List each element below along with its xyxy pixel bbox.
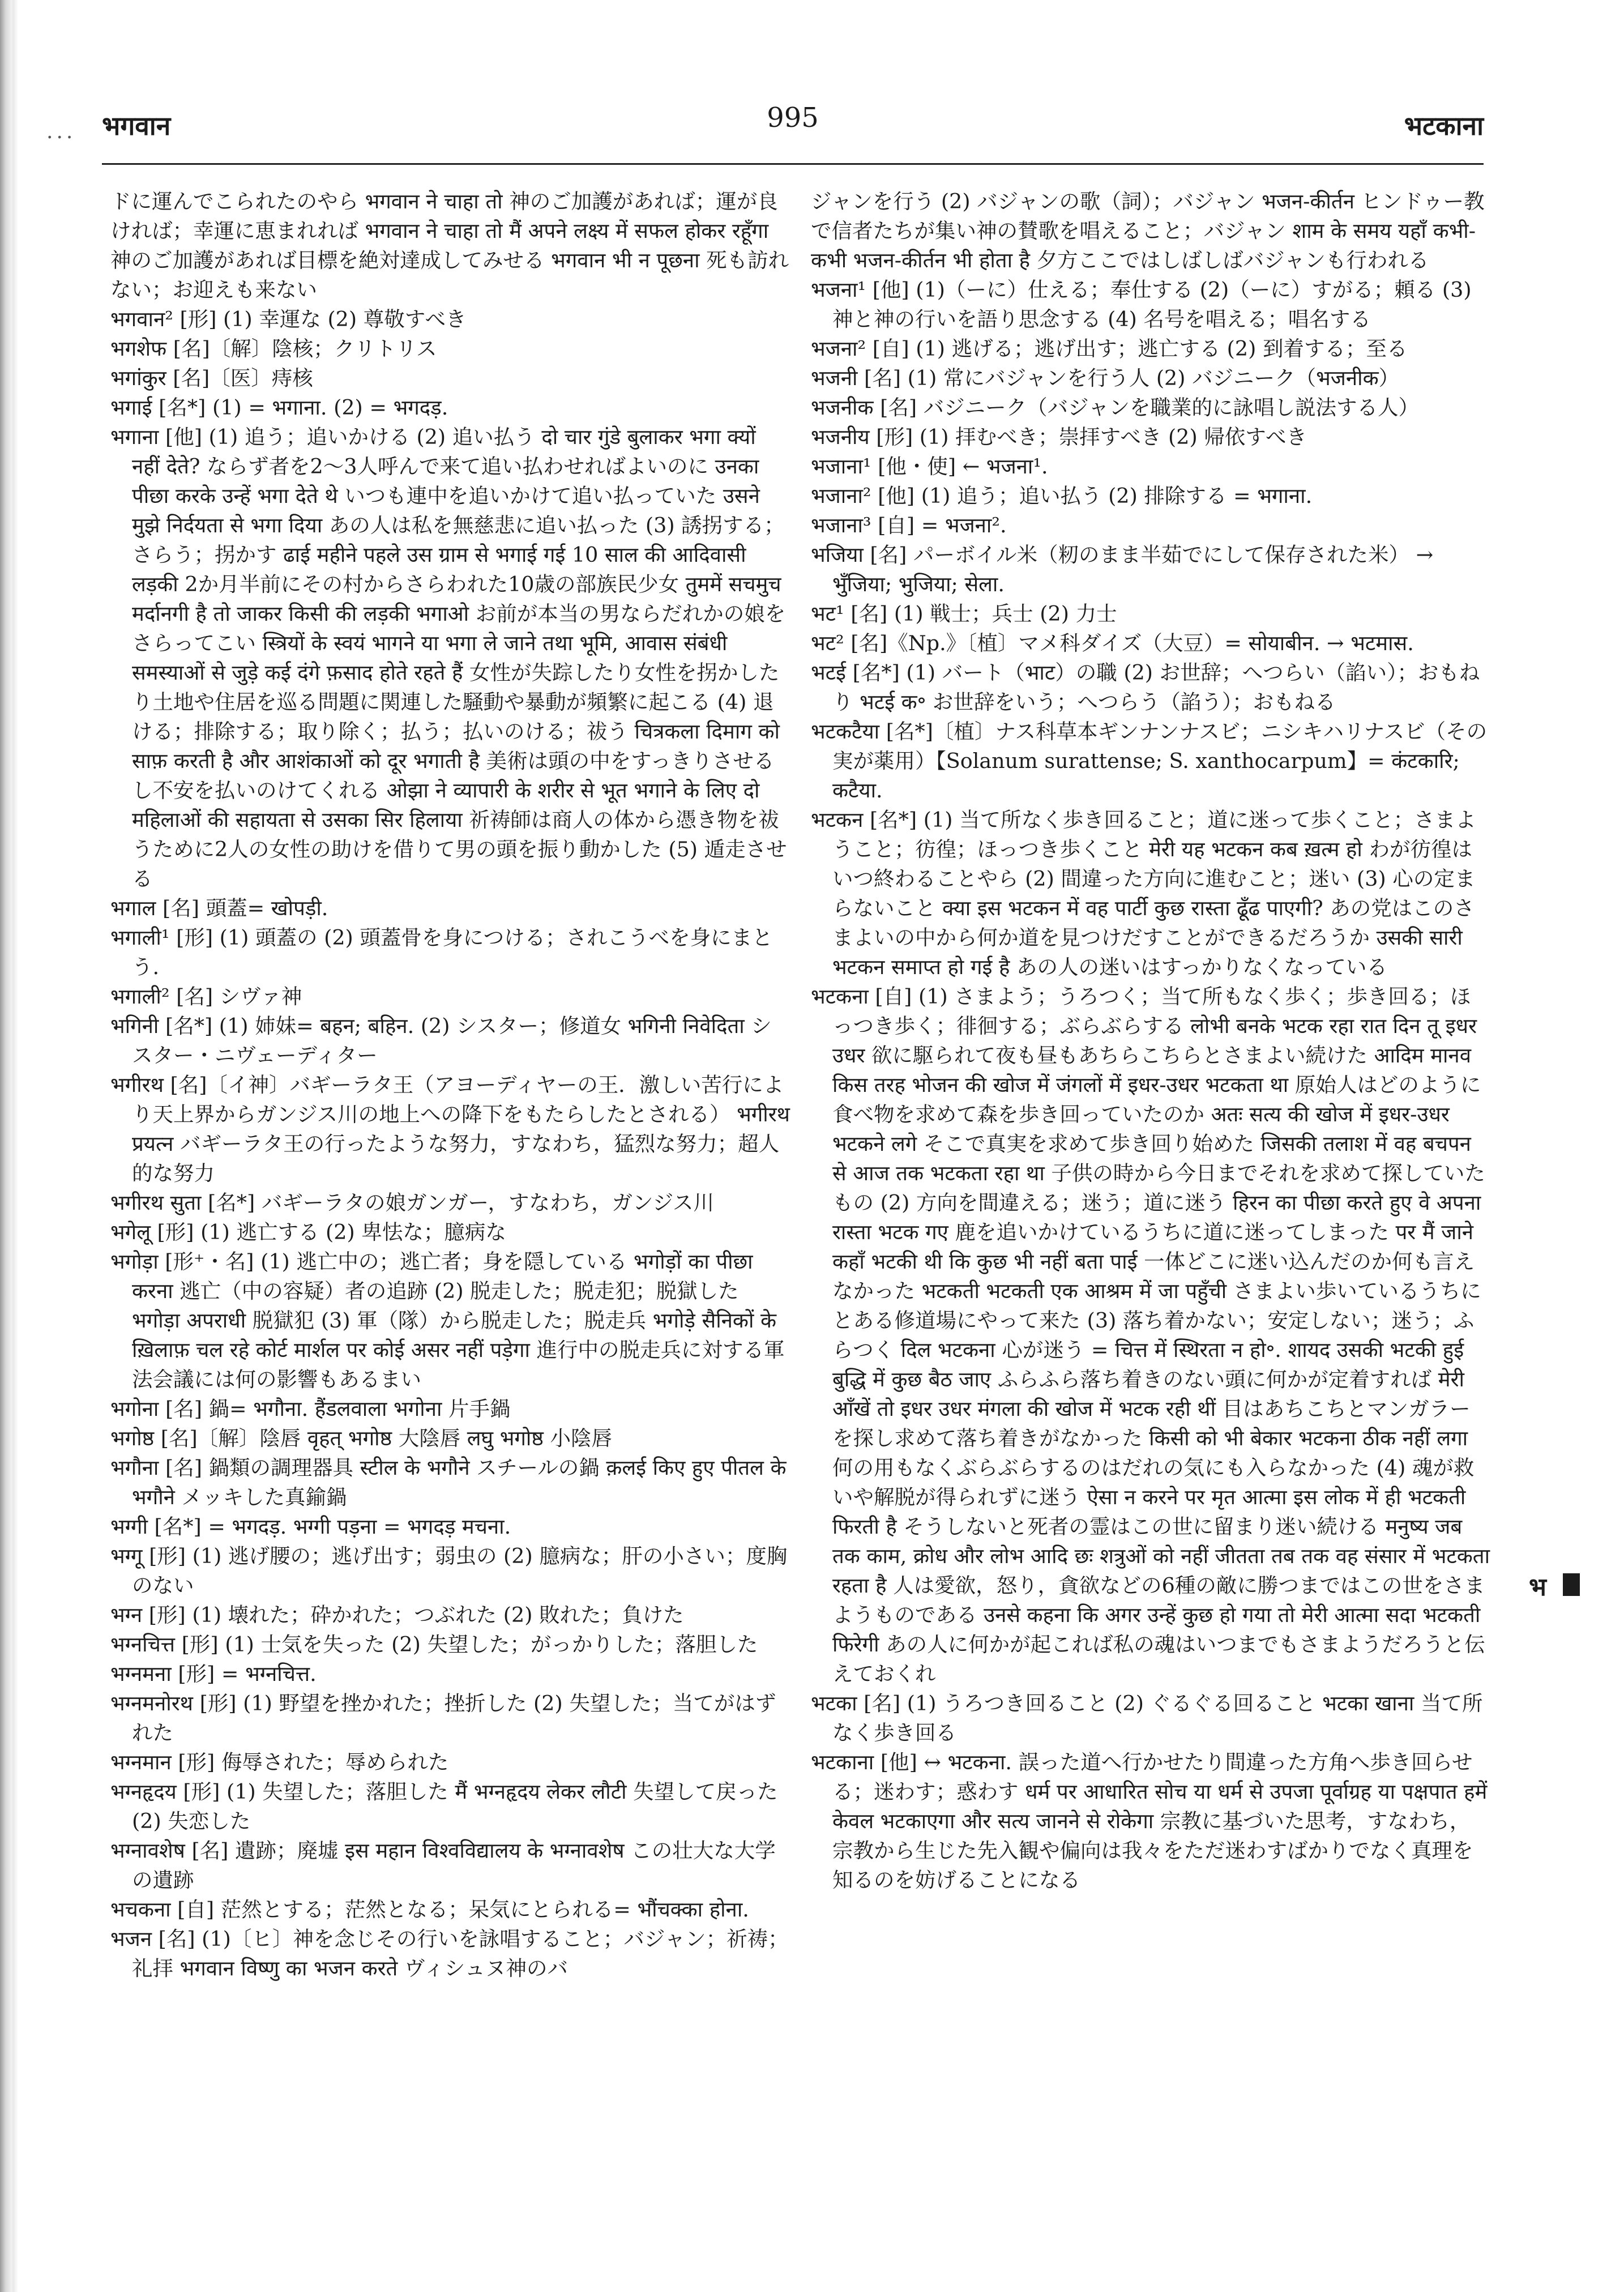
page-number: 995 (767, 102, 819, 134)
dictionary-entry: भजनीय [形] (1) 拝むべき；崇拝すべき (2) 帰依すべき (811, 425, 1307, 449)
scan-binding-shadow (12, 0, 18, 2292)
thumb-index-tab (1563, 1573, 1580, 1596)
dictionary-entry: भग्नहृदय [形] (1) 失望した；落胆した मैं भग्नहृदय लेकर लौटी 失望して戻った (2) 失恋した (110, 1779, 778, 1833)
dictionary-entry: भगोड़ा [形⁺・名] (1) 逃亡中の；逃亡者；身を隠している भगोड़ों का पीछा करना 逃亡（中の容疑）者の追跡 (2) 脱走した；脱走犯；脱獄した भगोड़ा अपराधी 脱獄犯 (3) 軍（隊）から脱走した；脱走兵 भगोड़े सैनिकों के ख़िलाफ़ चल रहे कोर्ट मार्शल पर कोई असर नहीं पड़ेगा 進行中の脱走兵に対する軍法会議には何の影響もあるまい (110, 1249, 785, 1392)
dictionary-entry: भगशेफ [名]〔解〕陰核；クリトリス (110, 336, 437, 361)
dictionary-entry: भगोना [名] 鍋= भगौना. हैंडलवाला भगोना 片手鍋 (110, 1397, 511, 1421)
dictionary-entry: भचकना [自] 茫然とする；茫然となる；呆気にとられる= भौंचक्का होना. (110, 1897, 749, 1922)
dictionary-entry: भग्नमान [形] 侮辱された；辱められた (110, 1750, 449, 1774)
dictionary-entry: ドに運んでこられたのやら भगवान ने चाहा तो 神のご加護があれば；運が良ければ；幸運に恵まれれば भगवान ने चाहा तो मैं अपने लक्ष्य में सफल होकर रहूँगा 神のご加護があれば目標を絶対達成してみせる भगवान भी न पूछना 死も訪れない；お迎えも来ない (110, 189, 789, 302)
dictionary-entry: भग्गू [形] (1) 逃げ腰の；逃げ出す；弱虫の (2) 臆病な；肝の小さい；度胸のない (110, 1544, 788, 1598)
dictionary-entry: भटकन [名*] (1) 当て所なく歩き回ること；道に迷って歩くこと；さまようこと；彷徨；ほっつき歩くこと मेरी यह भटकन कब ख़त्म हो わが彷徨はいつ終わることやら (2) 間違った方向に進むこと；迷い (3) 心の定まらないこと क्या इस भटकन में वह पार्टी कुछ रास्ता ढूँढ पाएगी? あの党はこのさまよいの中から何か道を見つけだすことができるだろうか उसकी सारी भटकन समाप्त हो गई है あの人の迷いはすっかりなくなっている (811, 808, 1476, 979)
dictionary-entry: भगेलू [形] (1) 逃亡する (2) 卑怯な；臆病な (110, 1220, 506, 1244)
dictionary-entry: भजनीक [名] バジニーク（バジャンを職業的に詠唱し説法する人） (811, 395, 1419, 420)
dictionary-entry: भटई [名*] (1) バート（भाट）の職 (2) お世辞；へつらい（諂い）；おもねり भटई क॰ お世辞をいう；へつらう（諂う）；おもねる (811, 660, 1480, 714)
dictionary-entry: भजना¹ [他] (1)（ーに）仕える；奉仕する (2)（ーに）すがる；頼る (3) 神と神の行いを語り思念する (4) 名号を唱える；唱名する (811, 278, 1472, 331)
corner-mark: ... (46, 120, 76, 143)
dictionary-entry: भग्नमनोरथ [形] (1) 野望を挫かれた；挫折した (2) 失望した；当てがはずれた (110, 1691, 776, 1745)
dictionary-entry: भग्नचित्त [形] (1) 士気を失った (2) 失望した；がっかりした；落胆した (110, 1632, 758, 1657)
page-header (102, 102, 1484, 153)
dictionary-entry: भगाली² [名] シヴァ神 (110, 984, 302, 1009)
dictionary-entry: भग्गी [名*] = भगदड़. भग्गी पड़ना = भगदड़ मचना. (110, 1514, 511, 1539)
dictionary-entry: ジャンを行う (2) バジャンの歌（詞）；バジャン भजन-कीर्तन ヒンドゥー教で信者たちが集い神の賛歌を唱えること；バジャン शाम के समय यहाँ कभी-कभी भजन-कीर्तन भी होता है 夕方ここではしばしばバジャンも行われる (811, 189, 1485, 272)
scan-binding-edge (0, 0, 12, 2292)
dictionary-entry: भटकटैया [名*]〔植〕ナス科草本ギンナンナスビ；ニシキハリナスビ（その実が薬用）【Solanum surattense; S. xanthocarpum】= कंटकारि; कटैया. (811, 719, 1488, 803)
guide-word-left: भगवान (102, 110, 171, 141)
dictionary-entry: भटकना [自] (1) さまよう；うろつく；当て所もなく歩く；歩き回る；ほっつき歩く；徘徊する；ぶらぶらする लोभी बनके भटक रहा रात दिन तू इधर उधर 欲に駆られて夜も昼もあちらこちらとさまよい続けた आदिम मानव किस तरह भोजन की खोज में जंगलों में इधर-उधर भटकता था 原始人はどのように食べ物を求めて森を歩き回っていたのか अतः सत्य की खोज में इधर-उधर भटकने लगे そこで真実を求めて歩き回り始めた जिसकी तलाश में वह बचपन से आज तक भटकता रहा था 子供の時から今日までそれを求めて探していたもの (2) 方向を間違える；迷う；道に迷う हिरन का पीछा करते हुए वे अपना रास्ता भटक गए 鹿を追いかけているうちに道に迷ってしまった पर मैं जाने कहाँ भटकी थी कि कुछ भी नहीं बता पाई 一体どこに迷い込んだのか何も言えなかった भटकती भटकती एक आश्रम में जा पहुँची さまよい歩いているうちにとある修道場にやって来た (3) 落ち着かない；安定しない；迷う；ふらつく दिल भटकना 心が迷う = चित्त में स्थिरता न हो॰. शायद उसकी भटकी हुई बुद्धि में कुछ बैठ जाए ふらふら落ち着きのない頭に何かが定着すれば मेरी आँखें तो इधर उधर मंगला की खोज में भटक रही थीं 目はあちこちとマンガラーを探し求めて落ち着きがなかった किसी को भी बेकार भटकना ठीक नहीं लगा 何の用もなくぶらぶらするのはだれの気にも入らなかった (4) 魂が救いや解脱が得られずに迷う ऐसा न करने पर मृत आत्मा इस लोक में ही भटकती फिरती है そうしないと死者の霊はこの世に留まり迷い続ける मनुष्य जब तक काम, क्रोध और लोभ आदि छः शत्रुओं को नहीं जीतता तब तक वह संसार में भटकता रहता है 人は愛欲，怒り，貪欲などの6種の敵に勝つまではこの世をさまようものである उनसे कहना कि अगर उन्हें कुछ हो गया तो मेरी आत्मा सदा भटकती फिरेगी あの人に何かが起これば私の魂はいつまでもさまようだろうと伝えておくれ (811, 984, 1490, 1686)
dictionary-entry: भगीरथ सुता [名*] バギーラタの娘ガンガー，すなわち，ガンジス川 (110, 1190, 715, 1215)
right-column (811, 187, 1490, 1895)
dictionary-entry: भगाली¹ [形] (1) 頭蓋の (2) 頭蓋骨を身につける；されこうべを身にまとう. (110, 925, 773, 979)
dictionary-entry: भगौना [名] 鍋類の調理器具 स्टील के भगौने スチールの鍋 क़लई किए हुए पीतल के भगौने メッキした真鍮鍋 (110, 1456, 787, 1509)
dictionary-entry: भग्नावशेष [名] 遺跡；廃墟 इस महान विश्वविद्यालय के भग्नावशेष この壮大な大学の遺跡 (110, 1838, 776, 1892)
dictionary-entry: भगाल [名] 頭蓋= खोपड़ी. (110, 896, 328, 920)
dictionary-entry: भजाना² [他] (1) 追う；追い払う (2) 排除する = भगाना. (811, 484, 1313, 508)
dictionary-entry: भग्न [形] (1) 壊れた；砕かれた；つぶれた (2) 敗れた；負けた (110, 1603, 684, 1627)
dictionary-entry: भट¹ [名] (1) 戦士；兵士 (2) 力士 (811, 601, 1117, 626)
dictionary-entry: भटकाना [他] ↔ भटकना. 誤った道へ行かせたり間違った方角へ歩き回らせる；迷わす；惑わす धर्म पर आधारित सोच या धर्म से उपजा पूर्वाग्रह या पक्षपात हमें केवल भटकाएगा और सत्य जानने से रोकेगा 宗教に基づいた思考，すなわち，宗教から生じた先入観や偏向は我々をただ迷わすばかりでなく真理を知るのを妨げることになる (811, 1750, 1488, 1892)
dictionary-entry: भजन [名] (1)〔ヒ〕神を念じその行いを詠唱すること；バジャン；祈祷；礼拝 भगवान विष्णु का भजन करते ヴィシュヌ神のバ (110, 1927, 789, 1981)
dictionary-entry: भगीरथ [名]〔イ神〕バギーラタ王（アヨーディヤーの王．激しい苦行により天上界からガンジス川の地上への降下をもたらしたとされる） भगीरथ प्रयत्न バギーラタ王の行ったような努力，すなわち，猛烈な努力；超人的な努力 (110, 1073, 790, 1185)
dictionary-entry: भगिनी [名*] (1) 姉妹= बहन; बहिन. (2) シスター；修道女 भगिनी निवेदिता シスター・ニヴェーディター (110, 1014, 772, 1068)
thumb-index (1529, 1569, 1597, 1603)
header-rule (102, 163, 1484, 165)
dictionary-entry: भगाई [名*] (1) = भगाना. (2) = भगदड़. (110, 395, 448, 420)
dictionary-entry: भगांकुर [名]〔医〕痔核 (110, 366, 313, 390)
dictionary-entry: भगवान² [形] (1) 幸運な (2) 尊敬すべき (110, 307, 467, 331)
dictionary-entry: भग्नमना [形] = भग्नचित्त. (110, 1662, 317, 1686)
dictionary-entry: भजाना¹ [他・使] ← भजना¹. (811, 454, 1048, 479)
dictionary-entry: भटका [名] (1) うろつき回ること (2) ぐるぐる回ること भटका खाना 当て所なく歩き回る (811, 1691, 1483, 1745)
dictionary-entry: भजाना³ [自] = भजना². (811, 513, 1007, 537)
guide-word-right: भटकाना (1404, 110, 1484, 141)
left-column (110, 187, 790, 1983)
dictionary-entry: भजिया [名] パーボイル米（籾のまま半茹でにして保存された米） → भुँजिया; भुजिया; सेला. (811, 543, 1434, 596)
dictionary-entry: भगोष्ठ [名]〔解〕陰唇 वृहत् भगोष्ठ 大陰唇 लघु भगोष्ठ 小陰唇 (110, 1426, 612, 1450)
dictionary-entry: भगाना [他] (1) 追う；追いかける (2) 追い払う दो चार गुंडे बुलाकर भगा क्यों नहीं देते? ならず者を2～3人呼んで来て追い払わせればよいのに उनका पीछा करके उन्हें भगा देते थे いつも連中を追いかけて追い払っていた उसने मुझे निर्दयता से भगा दिया あの人は私を無慈悲に追い払った (3) 誘拐する；さらう；拐かす ढाई महीने पहले उस ग्राम से भगाई गई 10 साल की आदिवासी लड़की 2か月半前にその村からさらわれた10歳の部族民少女 तुममें सचमुच मर्दानगी है तो जाकर किसी की लड़की भगाओ お前が本当の男ならだれかの娘をさらってこい स्त्रियों के स्वयं भागने या भगा ले जाने तथा भूमि, आवास संबंधी समस्याओं से जुड़े कई दंगे फ़साद होते रहते हैं 女性が失踪したり女性を拐かしたり土地や住居を巡る問題に関連した騒動や暴動が頻繁に起こる (4) 退ける；排除する；取り除く；払う；払いのける；祓う चित्रकला दिमाग को साफ़ करती है और आशंकाओं को दूर भगाती है 美術は頭の中をすっきりさせるし不安を払いのけてくれる ओझा ने व्यापारी के शरीर से भूत भगाने के लिए दो महिलाओं की सहायता से उसका सिर हिलाया 祈祷師は商人の体から憑き物を祓うために2人の女性の助けを借りて男の頭を振り動かした (5) 遁走させる (110, 425, 787, 891)
dictionary-entry: भजनी [名] (1) 常にバジャンを行う人 (2) バジニーク（भजनीक） (811, 366, 1400, 390)
thumb-index-letter: भ (1529, 1573, 1546, 1602)
dictionary-entry: भट² [名]《Np.》〔植〕マメ科ダイズ（大豆）= सोयाबीन. → भटमास. (811, 631, 1414, 655)
dictionary-entry: भजना² [自] (1) 逃げる；逃げ出す；逃亡する (2) 到着する；至る (811, 336, 1408, 361)
